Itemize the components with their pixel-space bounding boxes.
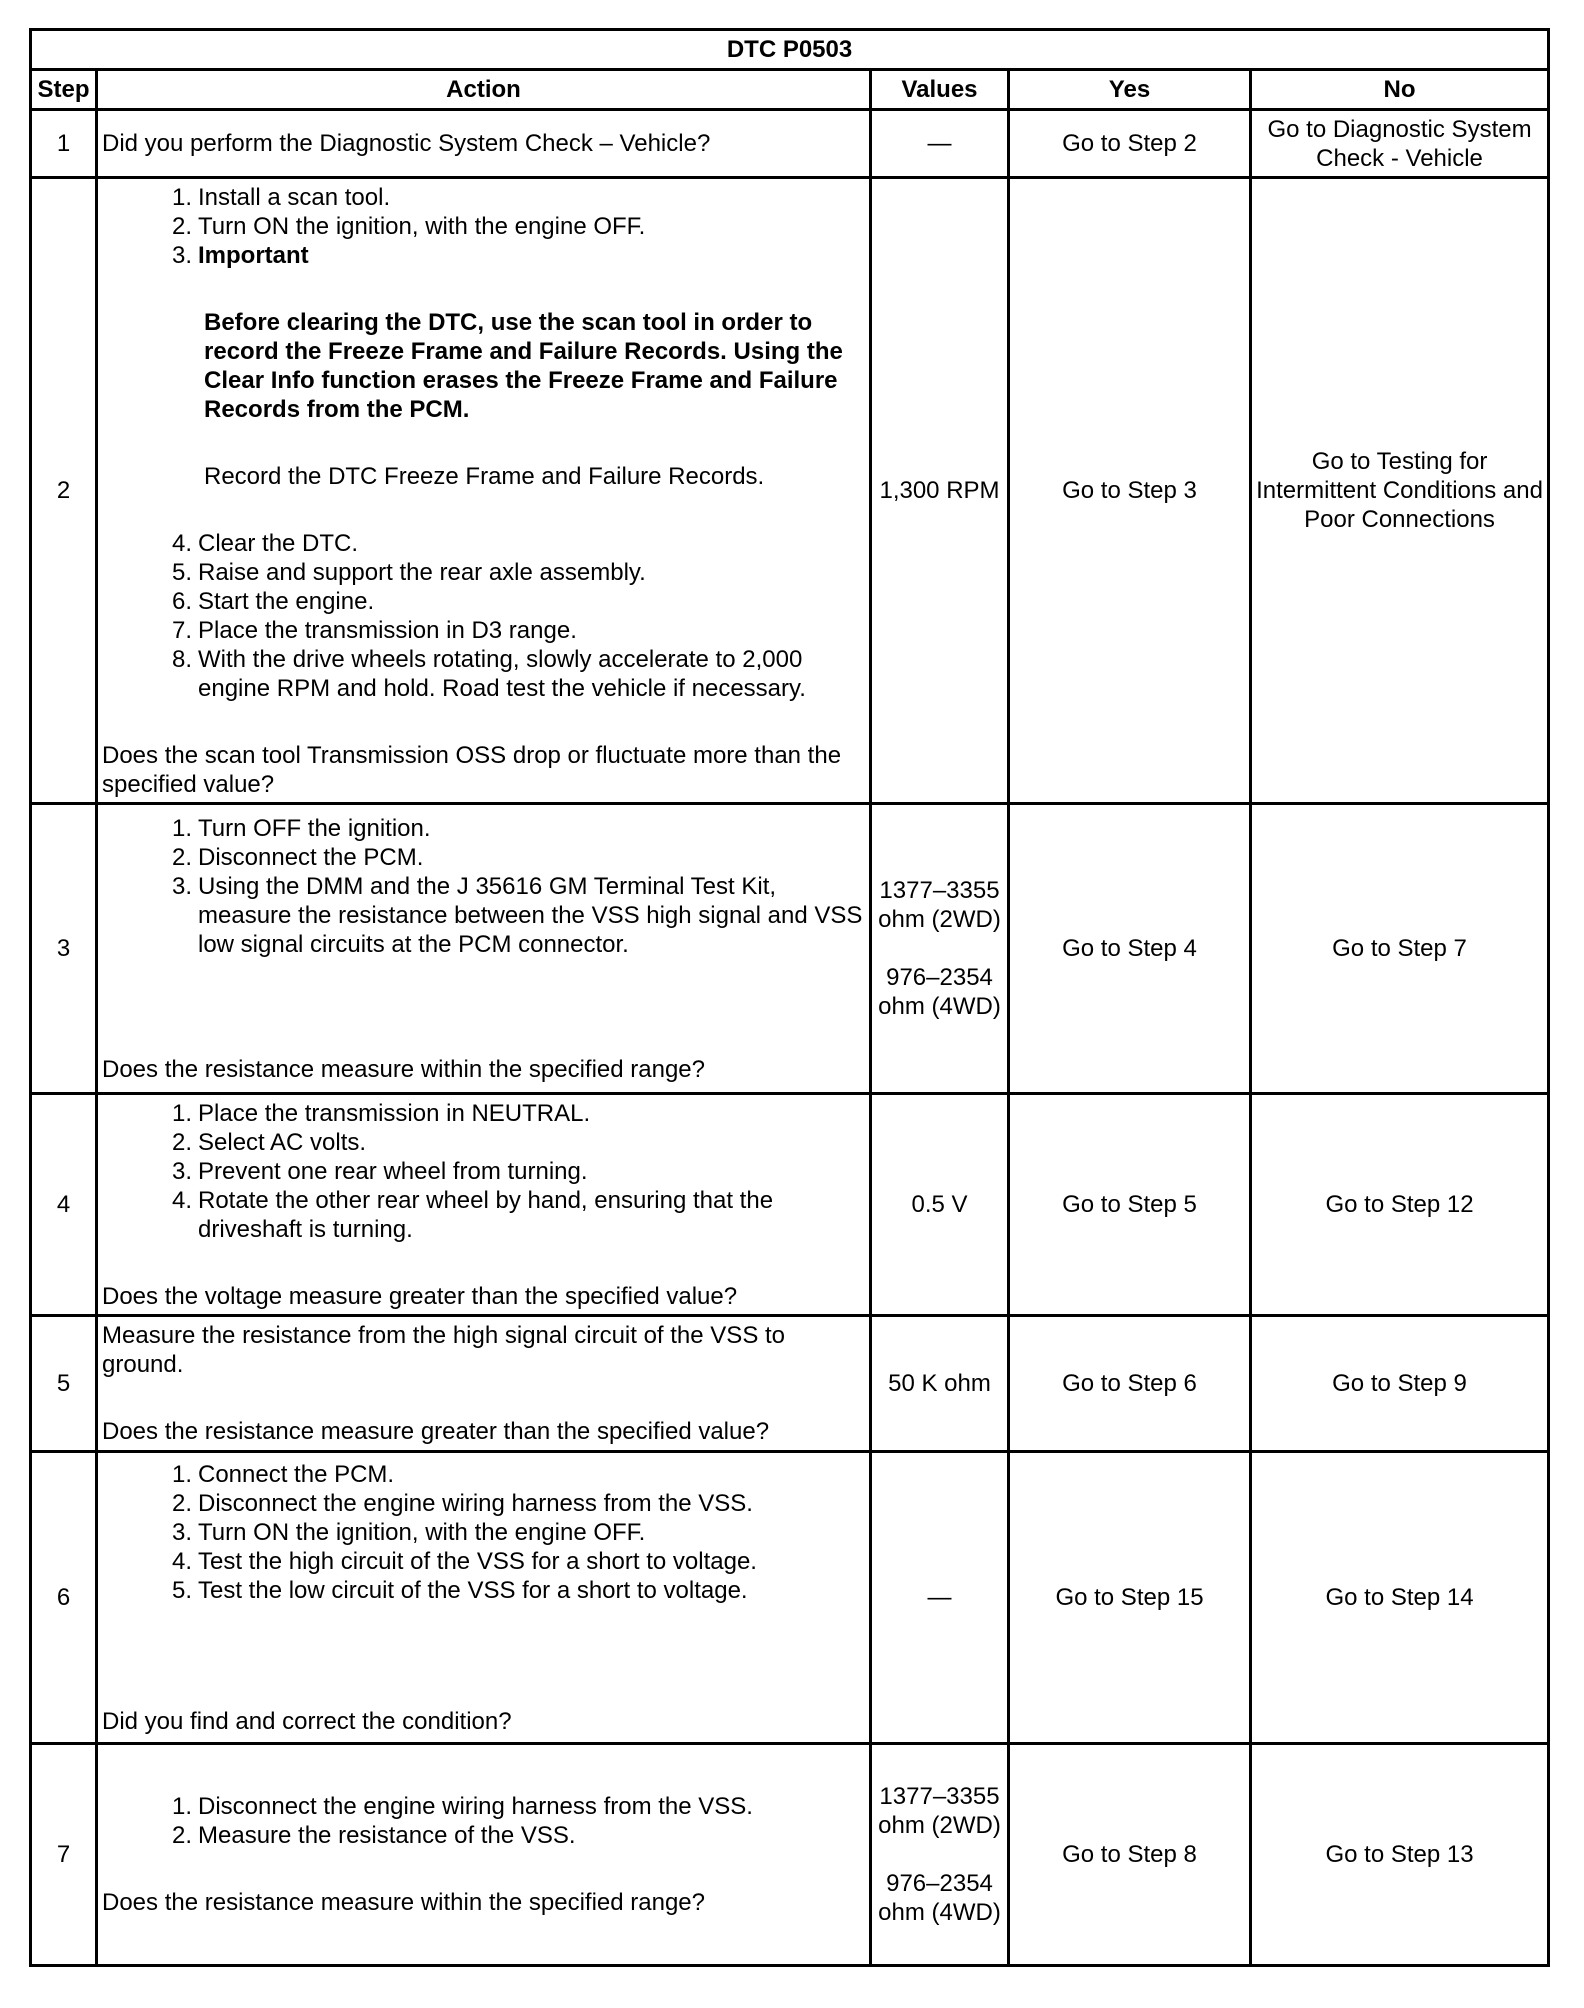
- value-2wd: 1377–3355 ohm (2WD): [878, 1783, 1001, 1839]
- list-item: 7. Place the transmission in D3 range.: [171, 616, 577, 644]
- yes-cell: Go to Step 2: [1009, 110, 1251, 178]
- step-number: 7: [31, 1744, 97, 1966]
- list-item: 1. Turn OFF the ignition.: [171, 814, 431, 842]
- value-cell: [871, 1744, 1009, 1966]
- step-number: 3: [31, 804, 97, 1094]
- no-cell: Go to Step 7: [1251, 804, 1549, 1094]
- no-cell: Go to Step 12: [1251, 1094, 1549, 1316]
- list-item: 2. Measure the resistance of the VSS.: [171, 1822, 576, 1849]
- value-cell: 1,300 RPM: [871, 178, 1009, 804]
- value-cell: —: [871, 110, 1009, 178]
- header-action: Action: [97, 70, 871, 110]
- list-item: 1. Install a scan tool.: [171, 183, 391, 211]
- yes-cell: Go to Step 6: [1009, 1316, 1251, 1452]
- table-row: [31, 1094, 1549, 1316]
- list-item: 1. Connect the PCM.: [171, 1460, 395, 1488]
- action-question: Does the scan tool Transmission OSS drop or fluctuate more than the specified value?: [102, 741, 842, 798]
- value-cell: —: [871, 1452, 1009, 1744]
- list-item: 4. Clear the DTC.: [171, 529, 359, 557]
- value-cell: 0.5 V: [871, 1094, 1009, 1316]
- action-question: Does the resistance measure within the specified range?: [102, 1889, 705, 1916]
- action-list: [102, 1099, 865, 1244]
- list-item: 2. Disconnect the PCM.: [171, 843, 424, 871]
- action-cell: [97, 1094, 871, 1316]
- list-item: 8. With the drive wheels rotating, slowly accelerate to 2,000 engine RPM and hold. Road test the vehicle if necessary.: [171, 645, 806, 702]
- list-item: 3. Turn ON the ignition, with the engine OFF.: [171, 1518, 646, 1546]
- action-cell: [97, 110, 871, 178]
- yes-cell: Go to Step 3: [1009, 178, 1251, 804]
- action-list: [102, 183, 865, 270]
- important-notice: Before clearing the DTC, use the scan tool in order to record the Freeze Frame and Failure Records. Using the Clear Info function erases the Freeze Frame and Failure Records from the PCM.: [204, 308, 843, 423]
- list-item: 2. Select AC volts.: [171, 1128, 367, 1156]
- list-item: 4. Test the high circuit of the VSS for a short to voltage.: [171, 1547, 757, 1575]
- action-cell: [97, 1452, 871, 1744]
- action-text: Did you perform the Diagnostic System Check – Vehicle?: [102, 130, 711, 157]
- yes-cell: Go to Step 4: [1009, 804, 1251, 1094]
- no-cell: Go to Step 9: [1251, 1316, 1549, 1452]
- list-item: 3. Using the DMM and the J 35616 GM Terminal Test Kit, measure the resistance between the VSS high signal and VSS low signal circuits at the PCM connector.: [171, 872, 863, 958]
- action-text: Measure the resistance from the high signal circuit of the VSS to ground.: [102, 1322, 786, 1378]
- dtc-table: [29, 28, 1550, 1967]
- yes-cell: Go to Step 15: [1009, 1452, 1251, 1744]
- table-row: [31, 178, 1549, 804]
- action-question: Does the resistance measure within the specified range?: [102, 1055, 705, 1083]
- record-instruction: Record the DTC Freeze Frame and Failure Records.: [204, 462, 765, 490]
- header-row: [31, 70, 1549, 110]
- step-number: 6: [31, 1452, 97, 1744]
- action-list: [102, 529, 865, 703]
- header-yes: Yes: [1009, 70, 1251, 110]
- list-item: 5. Test the low circuit of the VSS for a short to voltage.: [171, 1576, 748, 1604]
- list-item: 1. Disconnect the engine wiring harness from the VSS.: [171, 1793, 753, 1820]
- value-4wd: 976–2354 ohm (4WD): [878, 1870, 1001, 1926]
- list-item: 5. Raise and support the rear axle assembly.: [171, 558, 646, 586]
- yes-cell: Go to Step 5: [1009, 1094, 1251, 1316]
- action-question: Did you find and correct the condition?: [102, 1707, 512, 1735]
- value-cell: 50 K ohm: [871, 1316, 1009, 1452]
- action-cell: [97, 804, 871, 1094]
- action-question: Does the resistance measure greater than the specified value?: [102, 1418, 770, 1445]
- table-row: [31, 1744, 1549, 1966]
- list-item: 2. Disconnect the engine wiring harness from the VSS.: [171, 1489, 753, 1517]
- header-values: Values: [871, 70, 1009, 110]
- action-list: [102, 1460, 865, 1605]
- action-cell: [97, 1744, 871, 1966]
- header-no: No: [1251, 70, 1549, 110]
- action-cell: [97, 1316, 871, 1452]
- table-row: [31, 1316, 1549, 1452]
- no-cell: Go to Step 14: [1251, 1452, 1549, 1744]
- table-row: [31, 804, 1549, 1094]
- value-2wd: 1377–3355 ohm (2WD): [878, 877, 1001, 933]
- list-item: 4. Rotate the other rear wheel by hand, ensuring that the driveshaft is turning.: [171, 1186, 774, 1243]
- yes-cell: Go to Step 8: [1009, 1744, 1251, 1966]
- action-list: [102, 814, 865, 959]
- step-number: 2: [31, 178, 97, 804]
- list-item: 3. Prevent one rear wheel from turning.: [171, 1157, 588, 1185]
- table-row: [31, 110, 1549, 178]
- value-cell: [871, 804, 1009, 1094]
- no-cell: Go to Diagnostic System Check - Vehicle: [1251, 110, 1549, 178]
- list-item: 2. Turn ON the ignition, with the engine OFF.: [171, 212, 646, 240]
- list-item: 1. Place the transmission in NEUTRAL.: [171, 1099, 591, 1127]
- table-title: DTC P0503: [31, 30, 1549, 70]
- header-step: Step: [31, 70, 97, 110]
- action-cell: [97, 178, 871, 804]
- no-cell: Go to Step 13: [1251, 1744, 1549, 1966]
- action-question: Does the voltage measure greater than the specified value?: [102, 1282, 738, 1310]
- no-cell: Go to Testing for Intermittent Conditions and Poor Connections: [1251, 178, 1549, 804]
- list-item: 3. Important: [171, 241, 309, 269]
- list-item: 6. Start the engine.: [171, 587, 375, 615]
- step-number: 4: [31, 1094, 97, 1316]
- action-list: [102, 1792, 865, 1850]
- step-number: 5: [31, 1316, 97, 1452]
- step-number: 1: [31, 110, 97, 178]
- value-4wd: 976–2354 ohm (4WD): [878, 964, 1001, 1020]
- table-row: [31, 1452, 1549, 1744]
